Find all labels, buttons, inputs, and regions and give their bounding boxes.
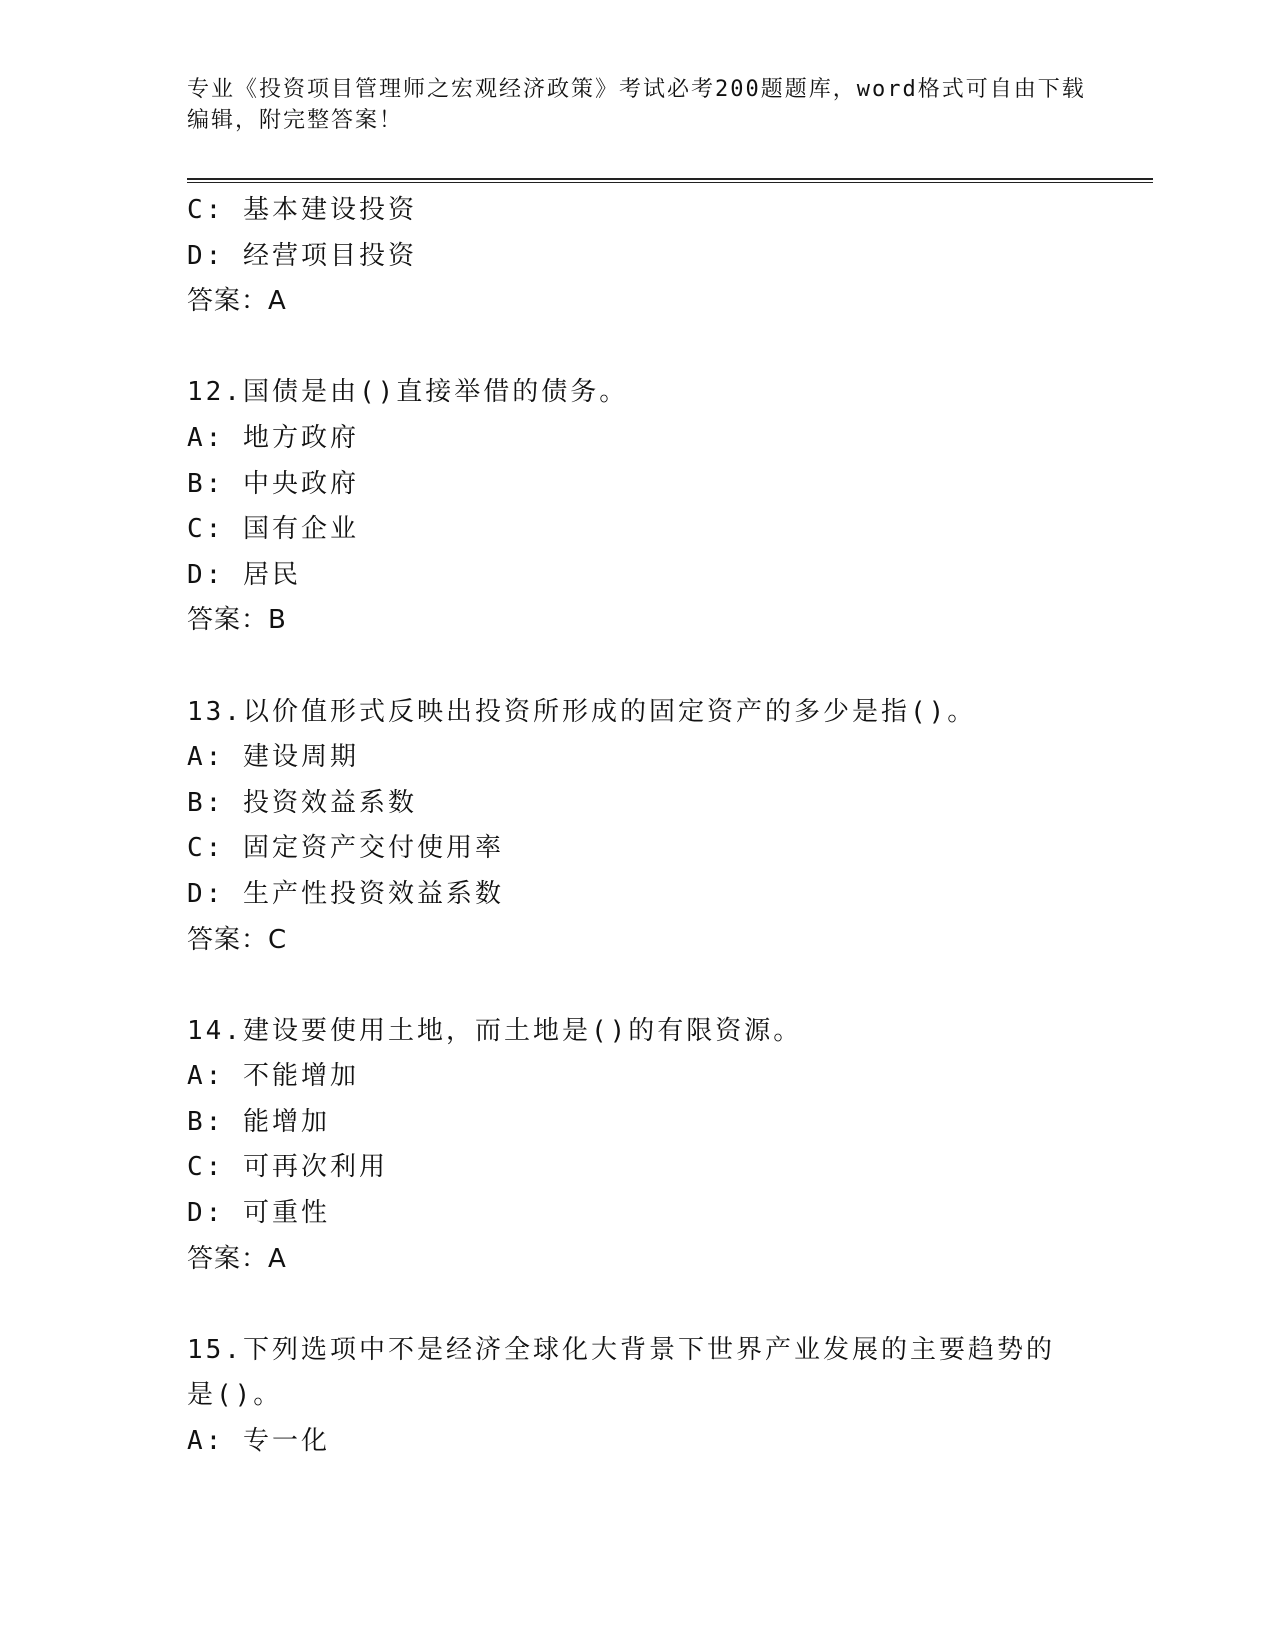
option-a: A: 建设周期 <box>187 742 359 773</box>
option-d: D: 生产性投资效益系数 <box>187 878 504 909</box>
question-text: 12.国债是由()直接举借的债务。 <box>187 377 629 408</box>
spacer <box>187 1282 1087 1328</box>
option-c: C: 基本建设投资 <box>187 195 417 225</box>
option-b: B: 中央政府 <box>187 468 359 499</box>
option-d: D: 经营项目投资 <box>187 240 417 271</box>
option-d: D: 居民 <box>187 559 301 590</box>
question-block-12 <box>187 370 1087 644</box>
header-text: 专业《投资项目管理师之宏观经济政策》考试必考200题题库，word格式可自由下载编辑，附完整答案！ <box>187 77 1086 133</box>
question-text: 14.建设要使用土地，而土地是()的有限资源。 <box>187 1015 803 1046</box>
header-divider <box>187 178 1153 183</box>
option-a: A: 不能增加 <box>187 1061 359 1092</box>
option-a: A: 地方政府 <box>187 422 359 453</box>
spacer <box>187 325 1087 371</box>
answer-text: 答案：B <box>187 605 287 636</box>
spacer <box>187 644 1087 690</box>
question-text: 13.以价值形式反映出投资所形成的固定资产的多少是指()。 <box>187 696 977 727</box>
question-block-11 <box>187 188 1087 325</box>
option-c: C: 可再次利用 <box>187 1152 388 1183</box>
option-c: C: 固定资产交付使用率 <box>187 833 504 864</box>
answer-text: 答案：C <box>187 924 288 955</box>
spacer <box>187 963 1087 1009</box>
question-block-14 <box>187 1009 1087 1283</box>
question-list <box>187 188 1087 1465</box>
answer-text: 答案：A <box>187 286 287 317</box>
option-b: B: 投资效益系数 <box>187 787 417 818</box>
answer-text: 答案：A <box>187 1243 287 1274</box>
question-block-15 <box>187 1328 1087 1465</box>
option-b: B: 能增加 <box>187 1106 330 1137</box>
option-a: A: 专一化 <box>187 1426 330 1457</box>
document-header <box>187 74 1087 136</box>
question-text: 15.下列选项中不是经济全球化大背景下世界产业发展的主要趋势的是()。 <box>187 1334 1055 1411</box>
question-block-13 <box>187 690 1087 964</box>
option-c: C: 国有企业 <box>187 514 359 545</box>
option-d: D: 可重性 <box>187 1198 330 1229</box>
